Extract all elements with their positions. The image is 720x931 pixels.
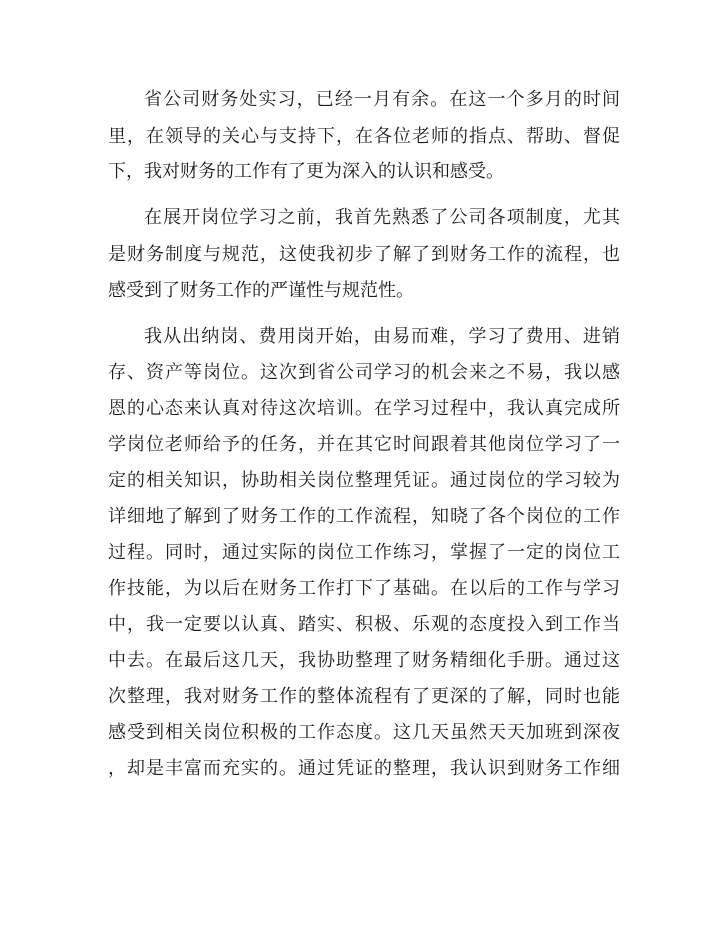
paragraph-3-line-2: 存、资产等岗位。这次到省公司学习的机会来之不易，我以感 [108, 362, 620, 383]
paragraph-3-line-4: 学岗位老师给予的任务，并在其它时间跟着其他岗位学习了一 [108, 434, 620, 455]
paragraph-3-line-6: 详细地了解到了财务工作的工作流程，知晓了各个岗位的工作 [108, 506, 620, 527]
paragraph-3-line-5: 定的相关知识，协助相关岗位整理凭证。通过岗位的学习较为 [108, 470, 620, 491]
paragraph-2-line-1: 在展开岗位学习之前，我首先熟悉了公司各项制度，尤其 [144, 207, 620, 228]
paragraph-3-line-9: 中，我一定要以认真、踏实、积极、乐观的态度投入到工作当 [108, 614, 620, 635]
paragraph-2-line-3: 感受到了财务工作的严谨性与规范性。 [108, 280, 414, 301]
paragraph-3-line-10: 中去。在最后这几天，我协助整理了财务精细化手册。通过这 [108, 650, 620, 671]
paragraph-3-line-13: ，却是丰富而充实的。通过凭证的整理，我认识到财务工作细 [108, 758, 620, 779]
paragraph-3-line-3: 恩的心态来认真对待这次培训。在学习过程中，我认真完成所 [108, 398, 620, 419]
paragraph-3-line-8: 作技能，为以后在财务工作打下了基础。在以后的工作与学习 [108, 578, 620, 599]
paragraph-3-line-1: 我从出纳岗、费用岗开始，由易而难，学习了费用、进销 [144, 326, 620, 347]
paragraph-1-line-3: 下，我对财务的工作有了更为深入的认识和感受。 [108, 161, 504, 182]
paragraph-1-line-2: 里，在领导的关心与支持下，在各位老师的指点、帮助、督促 [108, 126, 620, 147]
paragraph-3-line-7: 过程。同时，通过实际的岗位工作练习，掌握了一定的岗位工 [108, 542, 620, 563]
paragraph-3-line-12: 感受到相关岗位积极的工作态度。这几天虽然天天加班到深夜 [108, 722, 620, 743]
paragraph-2-line-2: 是财务制度与规范，这使我初步了解了到财务工作的流程，也 [108, 244, 620, 265]
paragraph-3-line-11: 次整理，我对财务工作的整体流程有了更深的了解，同时也能 [108, 686, 620, 707]
paragraph-1-line-1: 省公司财务处实习，已经一月有余。在这一个多月的时间 [144, 89, 620, 110]
